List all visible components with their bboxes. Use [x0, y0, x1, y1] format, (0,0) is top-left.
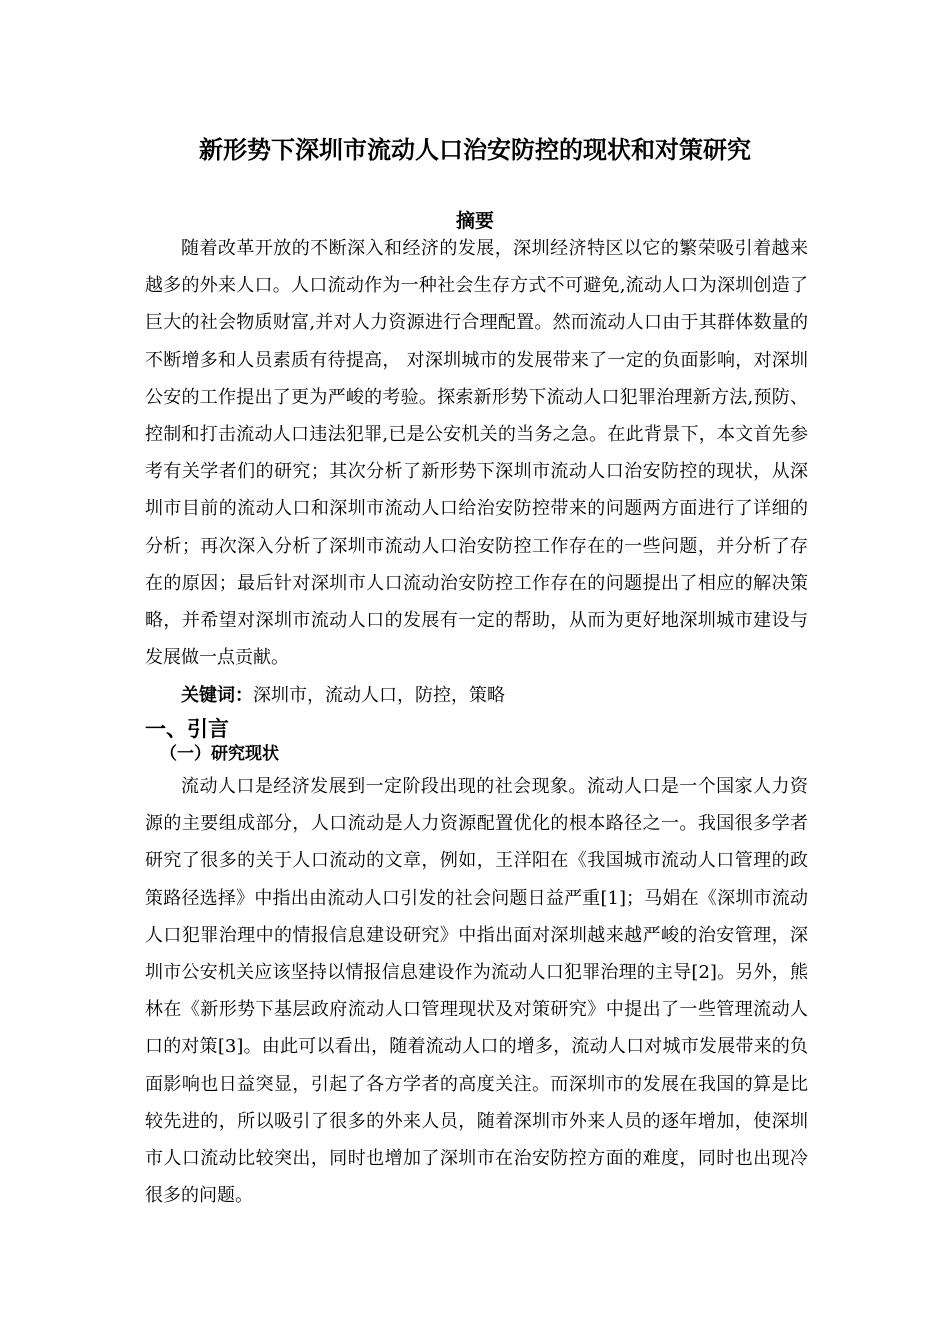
research-status-paragraph: 流动人口是经济发展到一定阶段出现的社会现象。流动人口是一个国家人力资源的主要组成部分，人口流动是人力资源配置优化的根本路径之一。我国很多学者研究了很多的关于人口流动的文章，例如，王洋阳在《我国城市流动人口管理的政策路径选择》中指出由流动人口引发的社会问题日益严重[1]；马娟在《深圳市流动人口犯罪治理中的情报信息建设研究》中指出面对深圳越来越严峻的治安管理，深圳市公安机关应该坚持以情报信息建设作为流动人口犯罪治理的主导[2]。另外，熊林在《新形势下基层政府流动人口管理现状及对策研究》中提出了一些管理流动人口的对策[3]。由此可以看出，随着流动人口的增多，流动人口对城市发展带来的负面影响也日益突显，引起了各方学者的高度关注。而深圳市的发展在我国的算是比较先进的，所以吸引了很多的外来人员，随着深圳市外来人员的逐年增加，使深圳市人口流动比较突出，同时也增加了深圳市在治安防控方面的难度，同时也出现冷很多的问题。: [145, 776, 808, 1207]
document-title: 新形势下深圳市流动人口治安防控的现状和对策研究: [199, 136, 751, 164]
keywords-line: [181, 677, 801, 714]
subsection-heading-research-status: （一）研究现状: [160, 744, 279, 764]
abstract-heading: 摘要: [455, 210, 494, 232]
section-heading-introduction: 一、引言: [145, 717, 229, 741]
keywords-label: 关键词：: [181, 685, 253, 706]
keywords-value: 深圳市，流动人口，防控，策略: [253, 685, 505, 706]
abstract-paragraph: 随着改革开放的不断深入和经济的发展，深圳经济特区以它的繁荣吸引着越来越多的外来人口。人口流动作为一种社会生存方式不可避免,流动人口为深圳创造了巨大的社会物质财富,并对人力资源进行合理配置。然而流动人口由于其群体数量的不断增多和人员素质有待提高， 对深圳城市的发展带来了一定的负面影响，对深圳公安的工作提出了更为严峻的考验。探索新形势下流动人口犯罪治理新方法,预防、控制和打击流动人口违法犯罪,已是公安机关的当务之急。在此背景下，本文首先参考有关学者们的研究；其次分析了新形势下深圳市流动人口治安防控的现状，从深圳市目前的流动人口和深圳市流动人口给治安防控带来的问题两方面进行了详细的分析；再次深入分析了深圳市流动人口治安防控工作存在的一些问题，并分析了存在的原因；最后针对深圳市人口流动治安防控工作存在的问题提出了相应的解决策略，并希望对深圳市流动人口的发展有一定的帮助，从而为更好地深圳城市建设与发展做一点贡献。: [145, 238, 808, 669]
